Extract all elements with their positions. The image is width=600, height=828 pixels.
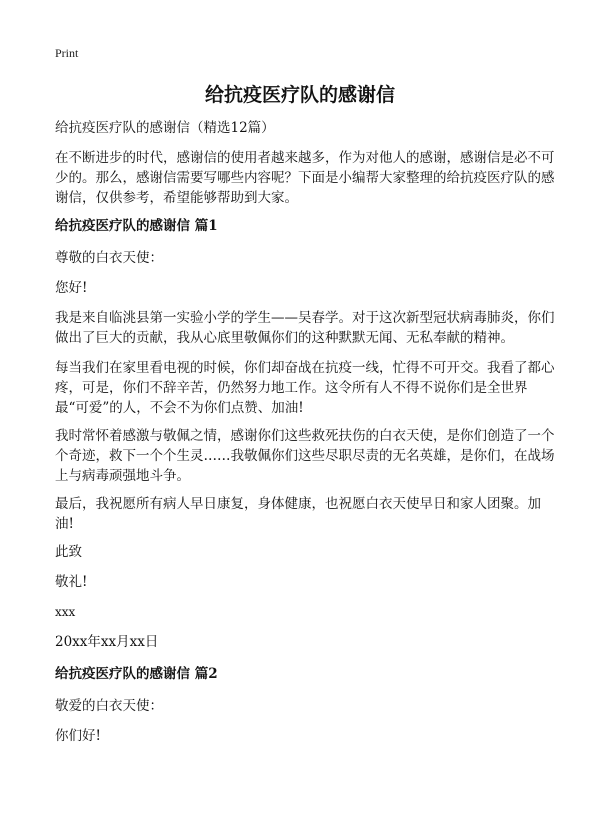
letter1-paragraph-1: 我是来自临洮县第一实验小学的学生——吴春学。对于这次新型冠状病毒肺炎，你们做出了巨大的贡献，我从心底里敬佩你们的这种默默无闻、无私奉献的精神。: [55, 310, 555, 346]
letter1-salutation: 尊敬的白衣天使：: [55, 250, 163, 266]
letter1-greeting: 您好!: [55, 280, 88, 296]
letter1-closing-1: 此致: [55, 544, 82, 560]
subtitle: 给抗疫医疗队的感谢信（精选12篇）: [55, 120, 275, 136]
letter1-paragraph-3: 我时常怀着感激与敬佩之情，感谢你们这些救死扶伤的白衣天使，是你们创造了一个个奇迹，救下一个个生灵……我敬佩你们这些尽职尽责的无名英雄，是你们，在战场上与病毒顽强地斗争。: [55, 428, 555, 484]
letter1-heading: 给抗疫医疗队的感谢信 篇1: [55, 218, 218, 234]
intro-paragraph: 在不断进步的时代，感谢信的使用者越来越多，作为对他人的感谢，感谢信是必不可少的。那么，感谢信需要写哪些内容呢？下面是小编帮大家整理的给抗疫医疗队的感谢信，仅供参考，希望能够帮助到大家。: [55, 150, 555, 206]
letter1-closing-2: 敬礼!: [55, 574, 88, 590]
letter1-paragraph-4: 最后，我祝愿所有病人早日康复，身体健康，也祝愿白衣天使早日和家人团聚。加油!: [55, 496, 541, 532]
letter2-heading: 给抗疫医疗队的感谢信 篇2: [55, 666, 218, 682]
letter2-greeting: 你们好!: [55, 728, 101, 744]
print-link[interactable]: Print: [55, 46, 79, 60]
page-title: 给抗疫医疗队的感谢信: [204, 84, 395, 106]
letter1-date: 20xx年xx月xx日: [55, 634, 159, 650]
letter2-salutation: 敬爱的白衣天使：: [55, 698, 163, 714]
letter1-signature: xxx: [55, 605, 76, 619]
letter1-paragraph-2: 每当我们在家里看电视的时候，你们却奋战在抗疫一线，忙得不可开交。我看了都心疼，可是，你们不辞辛苦，仍然努力地工作。这令所有人不得不说你们是全世界最“可爱”的人，不会不为你们点赞、加油!: [55, 360, 555, 416]
